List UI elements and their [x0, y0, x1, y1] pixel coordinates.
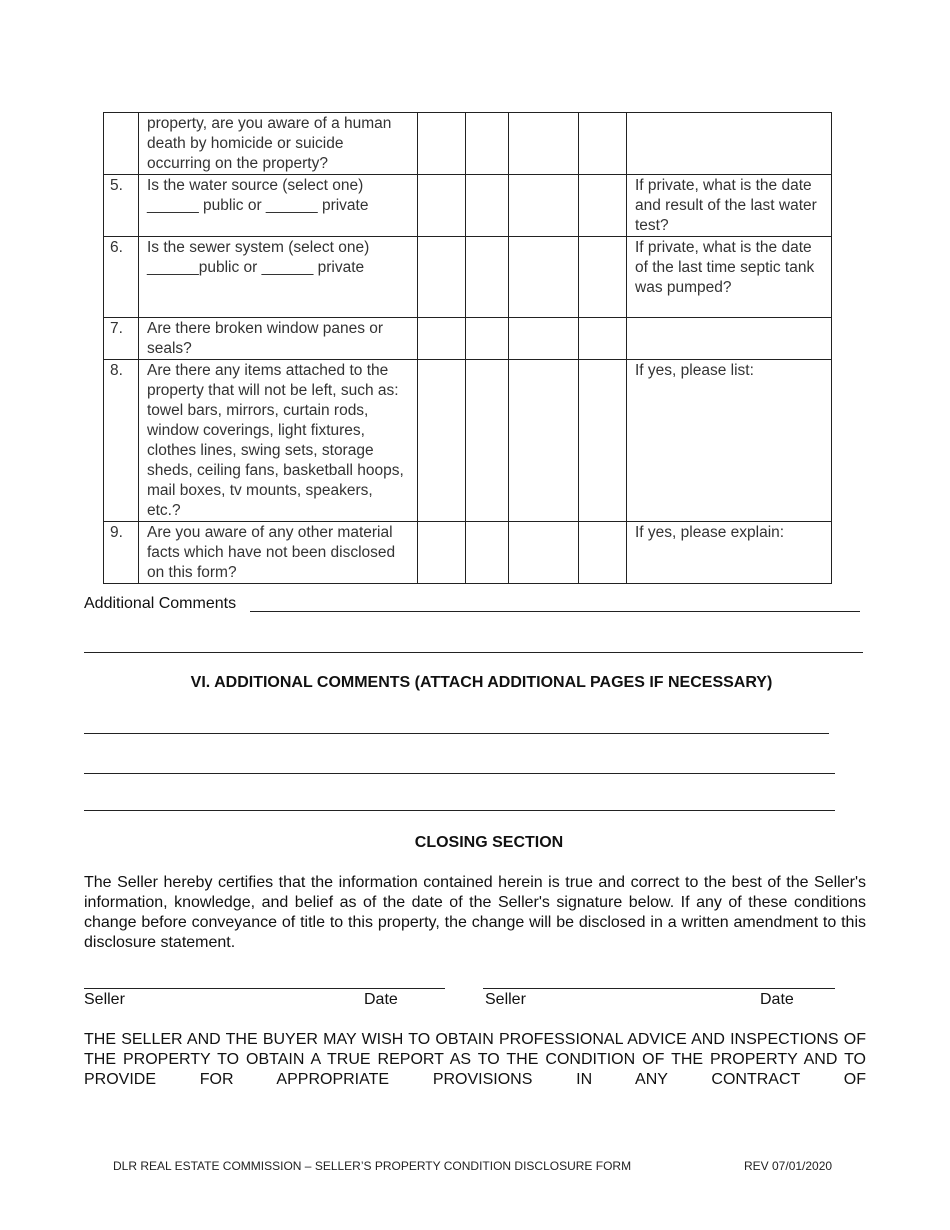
table-row: [104, 522, 832, 584]
seller-label-2: Seller: [485, 991, 526, 1008]
seller-certification-text: The Seller hereby certifies that the information contained herein is true and correct to the best of the Seller's information, knowledge, and belief as of the date of the Seller's signature below. If any of these conditions change before conveyance of title to this property, the change will be disclosed in a written amendment to this disclosure statement.: [84, 874, 866, 951]
no-cell[interactable]: [466, 522, 509, 584]
table-row: [104, 175, 832, 237]
question-number: 7.: [104, 318, 139, 360]
explanation-cell[interactable]: If yes, please list:: [627, 360, 832, 522]
na-cell[interactable]: [579, 522, 627, 584]
explanation-cell[interactable]: If private, what is the date and result of the last water test?: [627, 175, 832, 237]
table-row: [104, 318, 832, 360]
yes-cell[interactable]: [418, 318, 466, 360]
comment-line[interactable]: [84, 810, 835, 811]
na-cell[interactable]: [579, 175, 627, 237]
disclosure-question-table: [103, 112, 832, 584]
footer-form-name: DLR REAL ESTATE COMMISSION – SELLER’S PROPERTY CONDITION DISCLOSURE FORM: [113, 1159, 632, 1173]
na-cell[interactable]: [579, 318, 627, 360]
question-text: Are there any items attached to the property that will not be left, such as: towel bars, mirrors, curtain rods, window coverings, light fixtures, clothes lines, swing sets, storage sheds, ceiling fans, basketball hoops, mail boxes, tv mounts, speakers, etc.?: [139, 360, 418, 522]
question-text: Is the water source (select one) ______ public or ______ private: [139, 175, 418, 237]
no-cell[interactable]: [466, 237, 509, 318]
na-cell[interactable]: [579, 360, 627, 522]
na-cell[interactable]: [579, 237, 627, 318]
explanation-cell[interactable]: If yes, please explain:: [627, 522, 832, 584]
na-cell[interactable]: [579, 113, 627, 175]
date-label-1: Date: [364, 991, 398, 1008]
table-row: [104, 113, 832, 175]
comment-line[interactable]: [84, 773, 835, 774]
unknown-cell[interactable]: [509, 175, 579, 237]
closing-section-heading: CLOSING SECTION: [414, 834, 564, 851]
question-number: [104, 113, 139, 175]
comment-line[interactable]: [84, 733, 829, 734]
no-cell[interactable]: [466, 360, 509, 522]
unknown-cell[interactable]: [509, 360, 579, 522]
yes-cell[interactable]: [418, 113, 466, 175]
question-number: 6.: [104, 237, 139, 318]
explanation-cell[interactable]: If private, what is the date of the last time septic tank was pumped?: [627, 237, 832, 318]
seller-label-1: Seller: [84, 991, 125, 1008]
question-number: 5.: [104, 175, 139, 237]
explanation-cell[interactable]: [627, 318, 832, 360]
unknown-cell[interactable]: [509, 318, 579, 360]
no-cell[interactable]: [466, 175, 509, 237]
unknown-cell[interactable]: [509, 522, 579, 584]
yes-cell[interactable]: [418, 522, 466, 584]
additional-comments-label: Additional Comments: [84, 595, 237, 612]
unknown-cell[interactable]: [509, 237, 579, 318]
yes-cell[interactable]: [418, 175, 466, 237]
no-cell[interactable]: [466, 318, 509, 360]
yes-cell[interactable]: [418, 360, 466, 522]
question-text: Is the sewer system (select one) ______public or ______ private: [139, 237, 418, 318]
question-number: 9.: [104, 522, 139, 584]
professional-advice-text: THE SELLER AND THE BUYER MAY WISH TO OBTAIN PROFESSIONAL ADVICE AND INSPECTIONS OF THE PROPERTY TO OBTAIN A TRUE REPORT AS TO THE CONDITION OF THE PROPERTY AND TO PROVIDE FOR APPROPRIATE PROVISIONS IN ANY CONTRACT OF: [84, 1031, 866, 1088]
footer-revision: REV 07/01/2020: [744, 1159, 833, 1173]
table-row: [104, 237, 832, 318]
question-text: Are you aware of any other material facts which have not been disclosed on this form?: [139, 522, 418, 584]
section-vi-heading: VI. ADDITIONAL COMMENTS (ATTACH ADDITIONAL PAGES IF NECESSARY): [190, 674, 773, 691]
yes-cell[interactable]: [418, 237, 466, 318]
comment-line[interactable]: [84, 652, 863, 653]
question-text: Are there broken window panes or seals?: [139, 318, 418, 360]
table-row: [104, 360, 832, 522]
question-text: property, are you aware of a human death by homicide or suicide occurring on the property?: [139, 113, 418, 175]
unknown-cell[interactable]: [509, 113, 579, 175]
explanation-cell[interactable]: [627, 113, 832, 175]
seller-signature-line-2[interactable]: [483, 988, 835, 989]
seller-signature-line-1[interactable]: [84, 988, 445, 989]
no-cell[interactable]: [466, 113, 509, 175]
date-label-2: Date: [760, 991, 794, 1008]
additional-comments-line[interactable]: [250, 611, 860, 612]
question-number: 8.: [104, 360, 139, 522]
